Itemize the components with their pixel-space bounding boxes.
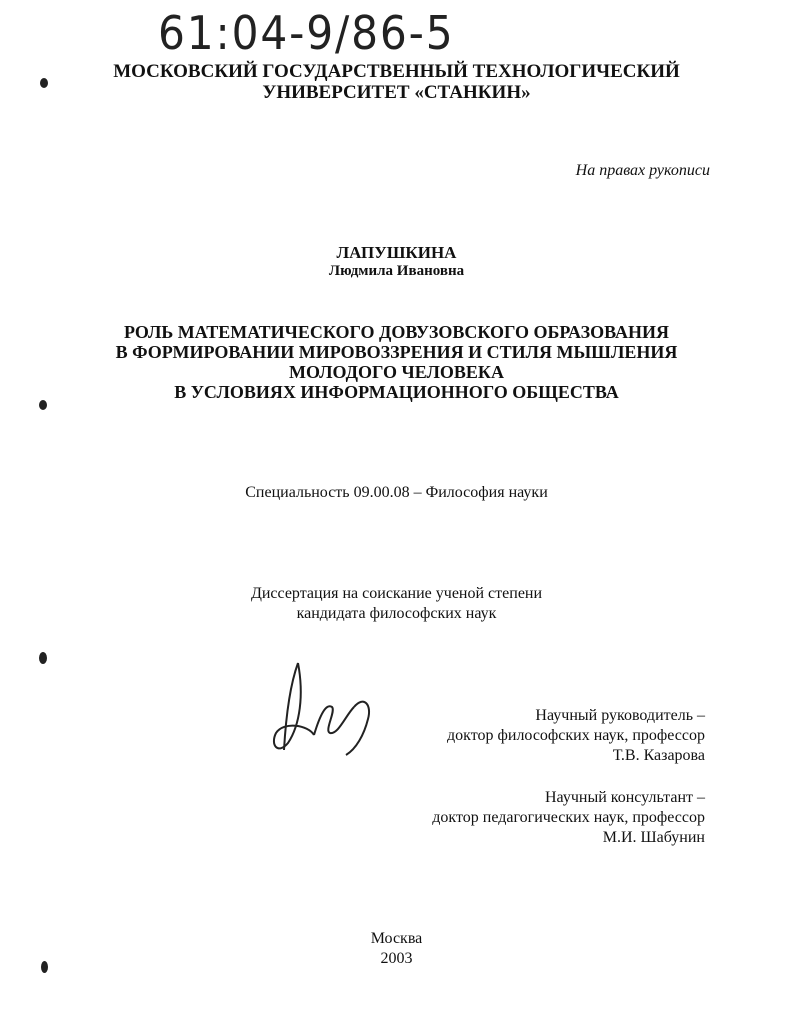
consultant-line: доктор педагогических наук, профессор bbox=[432, 809, 705, 826]
title-line: В ФОРМИРОВАНИИ МИРОВОЗЗРЕНИЯ И СТИЛЯ МЫШЛЕНИЯ bbox=[115, 342, 678, 362]
advisor-line: Научный руководитель – bbox=[535, 707, 705, 724]
university-name bbox=[0, 61, 793, 103]
binding-hole-mark bbox=[40, 78, 48, 88]
degree-statement bbox=[0, 584, 793, 624]
title-line: МОЛОДОГО ЧЕЛОВЕКА bbox=[289, 362, 504, 382]
binding-hole-mark bbox=[39, 652, 47, 664]
scientific-advisor bbox=[447, 706, 705, 766]
advisor-line: Т.В. Казарова bbox=[612, 747, 705, 764]
scientific-consultant bbox=[432, 788, 705, 848]
advisor-line: доктор философских наук, профессор bbox=[447, 727, 705, 744]
title-line: РОЛЬ МАТЕМАТИЧЕСКОГО ДОВУЗОВСКОГО ОБРАЗОВАНИЯ bbox=[123, 322, 669, 342]
signature-image bbox=[268, 655, 378, 760]
degree-line: кандидата философских наук bbox=[296, 605, 497, 622]
dissertation-title bbox=[0, 322, 793, 402]
degree-line: Диссертация на соискание ученой степени bbox=[250, 585, 543, 602]
binding-hole-mark bbox=[39, 400, 47, 410]
university-line: МОСКОВСКИЙ ГОСУДАРСТВЕННЫЙ ТЕХНОЛОГИЧЕСКИЙ bbox=[113, 61, 680, 82]
year: 2003 bbox=[380, 950, 413, 967]
consultant-line: М.И. Шабунин bbox=[602, 829, 705, 846]
author-given-names: Людмила Ивановна bbox=[328, 263, 465, 279]
title-line: В УСЛОВИЯХ ИНФОРМАЦИОННОГО ОБЩЕСТВА bbox=[174, 382, 619, 402]
author-surname: ЛАПУШКИНА bbox=[336, 243, 457, 262]
specialty: Специальность 09.00.08 – Философия науки bbox=[245, 484, 548, 501]
manuscript-note: На правах рукописи bbox=[575, 162, 710, 179]
binding-hole-mark bbox=[41, 961, 48, 973]
handwritten-catalog-number: 61:04-9/86-5 bbox=[158, 6, 455, 60]
university-line: УНИВЕРСИТЕТ «СТАНКИН» bbox=[262, 82, 531, 103]
place: Москва bbox=[370, 930, 423, 947]
consultant-line: Научный консультант – bbox=[545, 789, 705, 806]
place-and-year bbox=[0, 929, 793, 969]
